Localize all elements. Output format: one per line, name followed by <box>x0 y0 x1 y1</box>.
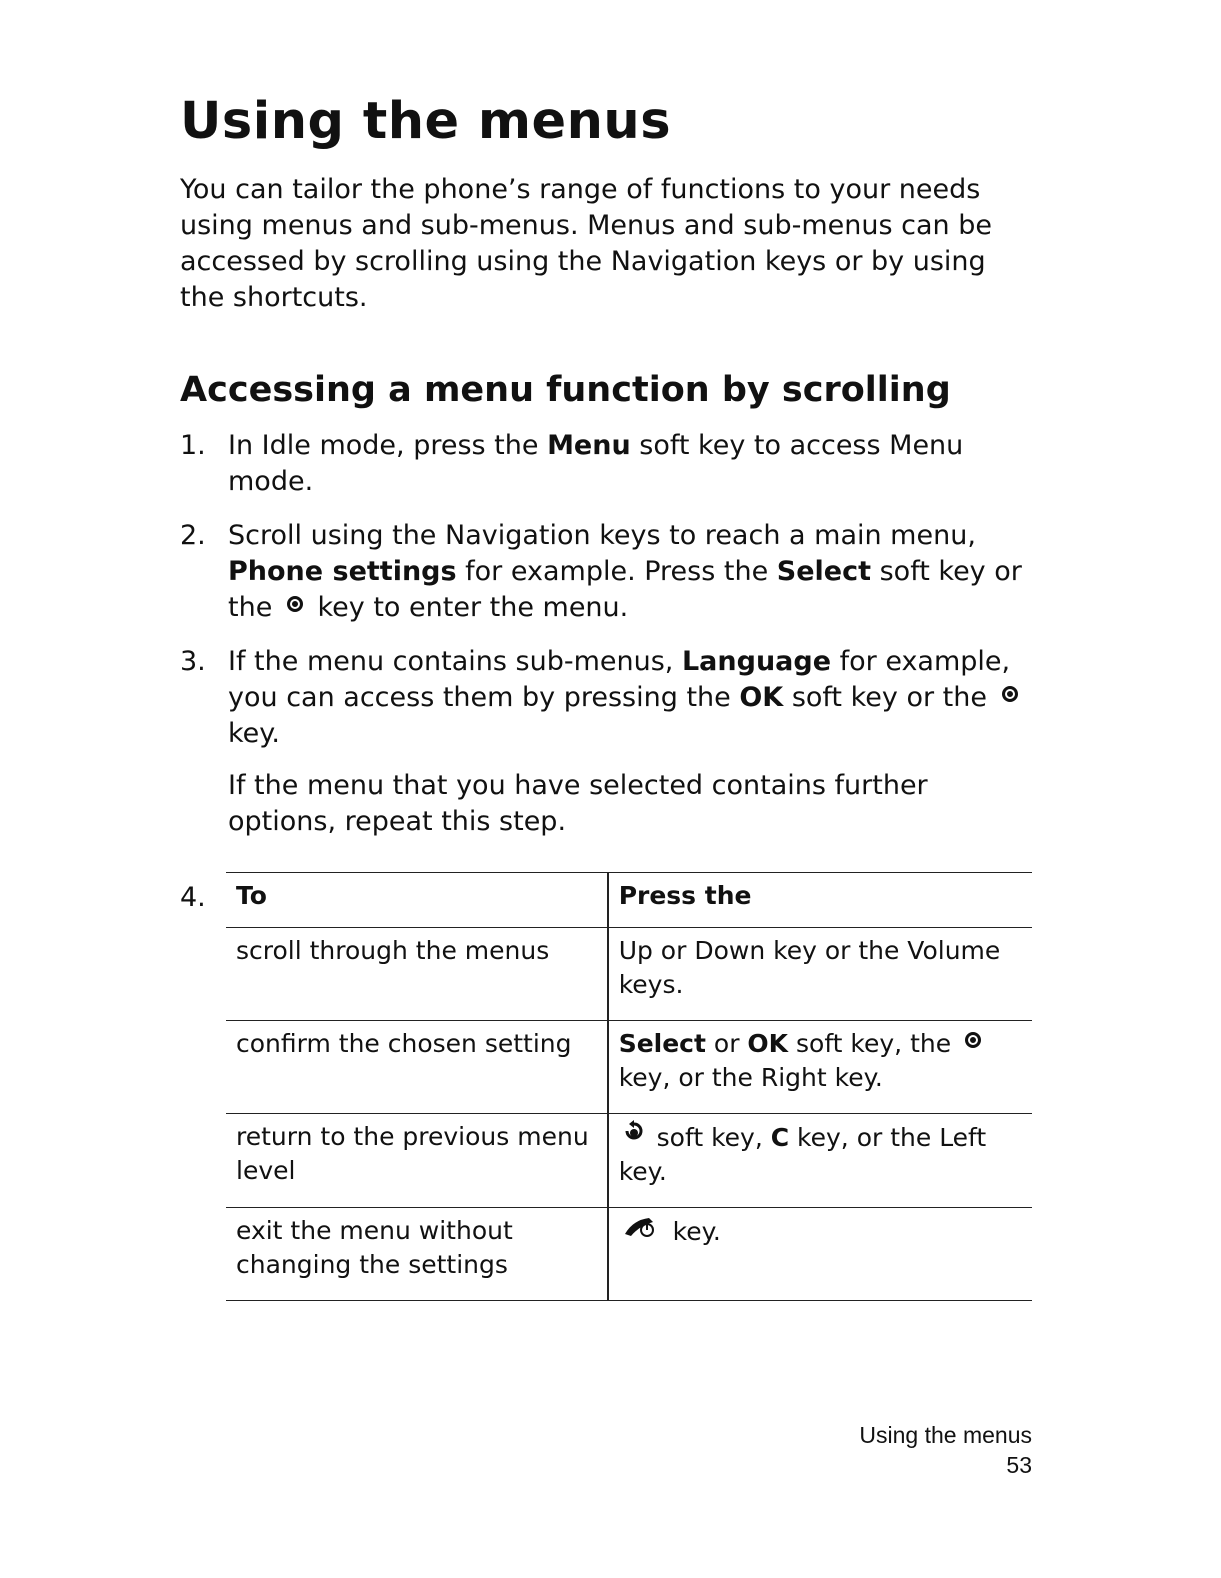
step-text-part: soft key to access Menu mode. <box>228 430 964 497</box>
action-cell: scroll through the menus <box>226 928 608 1021</box>
key-cell <box>608 1208 1032 1301</box>
key-actions-table <box>226 872 1032 1301</box>
step-text <box>228 518 1040 626</box>
step-number: 1. <box>180 430 206 461</box>
ok-key-label: OK <box>739 682 784 713</box>
end-call-key-icon <box>623 1214 661 1241</box>
section-heading: Accessing a menu function by scrolling <box>180 370 951 410</box>
table-row <box>226 1208 1032 1301</box>
table-row <box>226 1021 1032 1114</box>
step-number: 4. <box>180 882 206 913</box>
step-text-part: key to enter the menu. <box>308 592 629 623</box>
step-text-part: Scroll using the Navigation keys to reach a main menu, <box>228 520 976 551</box>
action-cell: return to the previous menu level <box>226 1114 608 1208</box>
step-text-part: soft key or the <box>783 682 996 713</box>
step-1 <box>180 428 1040 500</box>
page-title: Using the menus <box>180 92 672 151</box>
back-soft-key-icon <box>623 1120 645 1147</box>
step-text-part: In Idle mode, press the <box>228 430 548 461</box>
table-header-row <box>226 873 1032 928</box>
column-header-press: Press the <box>608 873 1032 928</box>
action-cell: exit the menu without changing the settings <box>226 1208 608 1301</box>
intro-paragraph: You can tailor the phone’s range of functions to your needs using menus and sub-menus. Menus and sub-menus can be accessed by scrolling using the Navigation keys or by using the shortcuts. <box>180 174 992 313</box>
center-select-key-icon <box>963 1030 983 1053</box>
step-text <box>228 644 1040 752</box>
key-cell: Up or Down key or the Volume keys. <box>608 928 1032 1021</box>
c-key-label: C <box>770 1123 790 1152</box>
key-text: key. <box>664 1217 721 1246</box>
key-text: key, or the Left key. <box>618 1123 987 1186</box>
select-key-label: Select <box>776 556 872 587</box>
page-footer <box>859 1420 1032 1480</box>
step-text-part: key. <box>228 718 280 749</box>
select-key-label: Select <box>618 1029 706 1058</box>
key-cell <box>608 1021 1032 1114</box>
step-2 <box>180 518 1040 626</box>
menu-key-label: Menu <box>547 430 631 461</box>
key-cell <box>608 1114 1032 1208</box>
step-number: 2. <box>180 520 206 551</box>
page-content <box>180 90 1040 1301</box>
key-text: soft key, the <box>788 1029 960 1058</box>
step-4 <box>180 872 1040 1301</box>
key-text: soft key, <box>648 1123 771 1152</box>
action-cell: confirm the chosen setting <box>226 1021 608 1114</box>
step-text <box>228 428 1040 500</box>
ok-key-label: OK <box>747 1029 789 1058</box>
page-number: 53 <box>1006 1452 1032 1478</box>
step-3 <box>180 644 1040 840</box>
phone-settings-label: Phone settings <box>228 556 457 587</box>
step-number: 3. <box>180 646 206 677</box>
footer-section-title: Using the menus <box>859 1422 1032 1448</box>
step-text-part: If the menu contains sub-menus, <box>228 646 682 677</box>
steps-list <box>180 428 1040 840</box>
step-followup: If the menu that you have selected contains further options, repeat this step. <box>228 770 928 837</box>
step-text-part: soft key or the <box>228 556 1022 623</box>
table-row <box>226 1114 1032 1208</box>
center-select-key-icon <box>285 594 305 617</box>
center-select-key-icon <box>1000 684 1020 707</box>
column-header-to: To <box>226 873 608 928</box>
step-text-part: for example. Press the <box>456 556 777 587</box>
table-row <box>226 928 1032 1021</box>
key-text: key, or the Right key. <box>618 1063 883 1092</box>
key-text: or <box>705 1029 748 1058</box>
language-label: Language <box>681 646 832 677</box>
step-text-part: for example, you can access them by pressing the <box>228 646 1011 713</box>
